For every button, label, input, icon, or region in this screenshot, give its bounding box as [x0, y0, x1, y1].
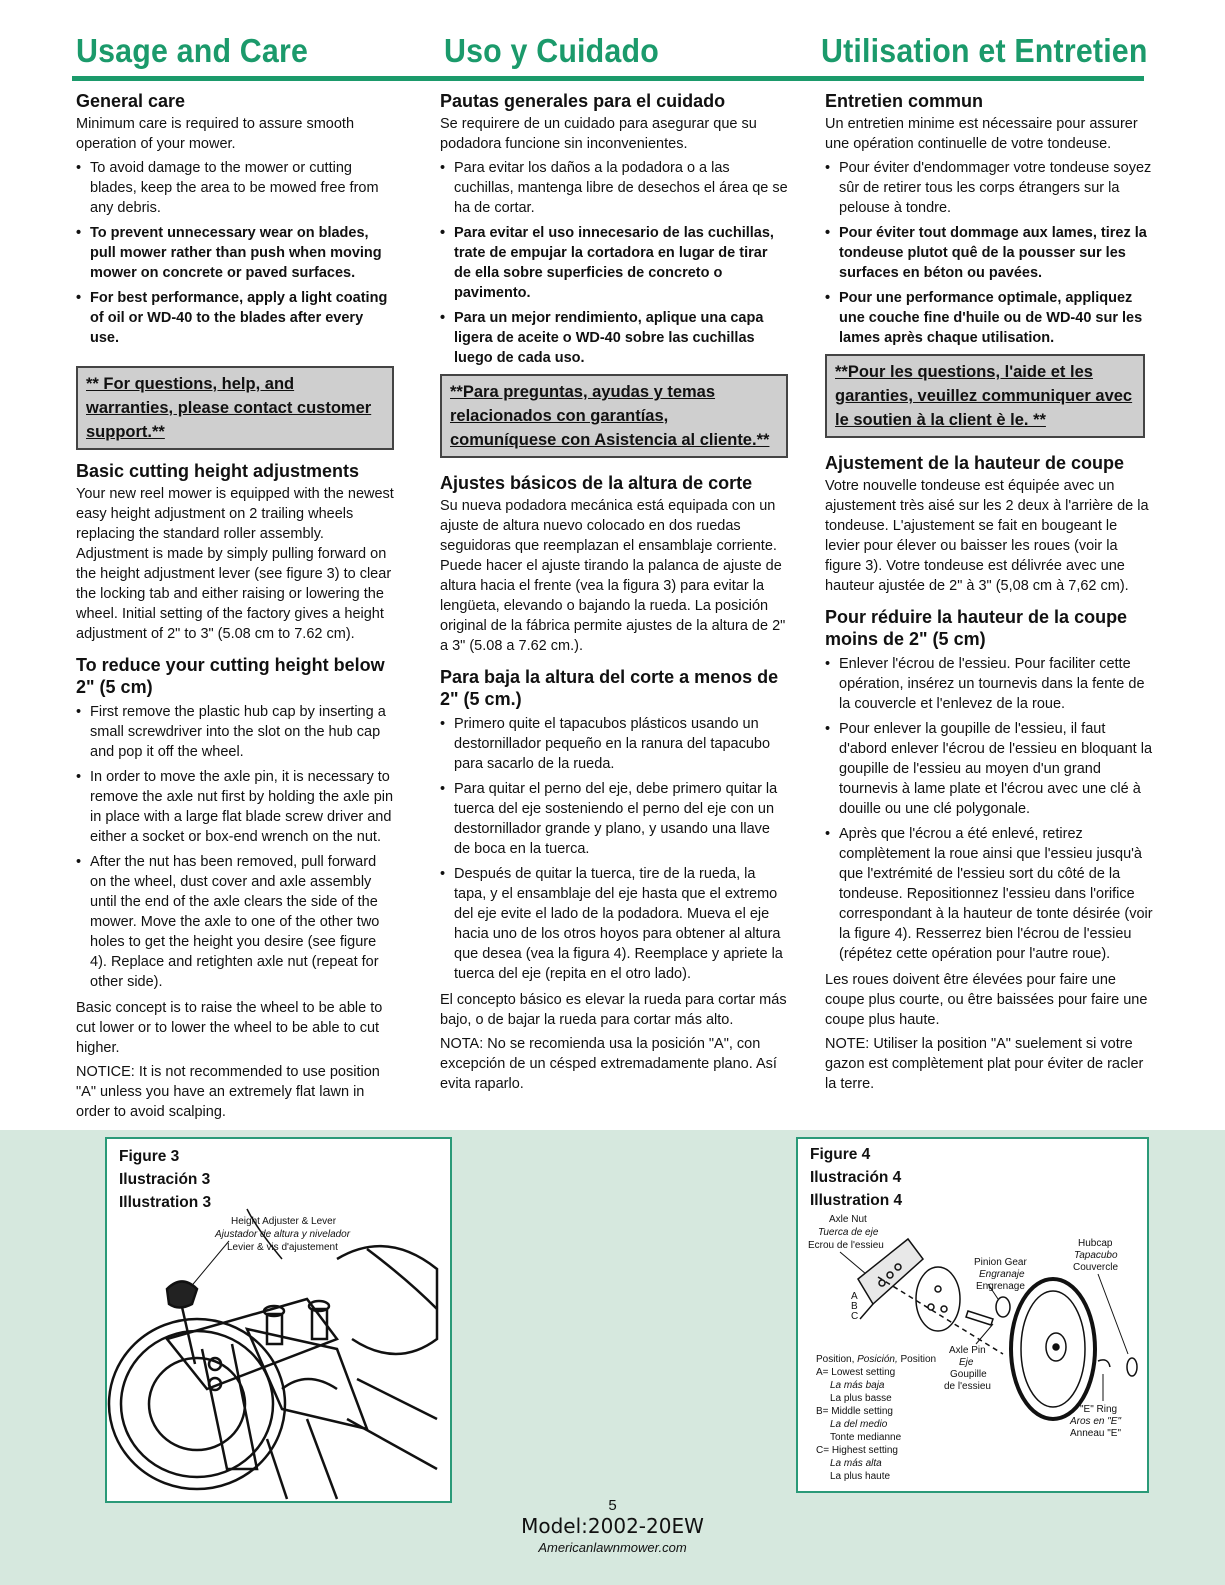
list-item: • Para evitar el uso innecesario de las cuchillas, trate de empujar la cortadora en lugar de tirar de ella sobre superficies de concreto o pavimento.: [440, 223, 788, 303]
support-text: **Para preguntas, ayudas y temas relacionados con garantías, comuníquese con Asistencia al cliente.**: [450, 383, 770, 449]
general-care-list: [440, 158, 788, 368]
figure-4-title-fr: Illustration 4: [810, 1192, 903, 1209]
list-item: • Pour éviter d'endommager votre tondeuse soyez sûr de retirer tous les corps étrangers sur la pelouse à tondre.: [825, 158, 1155, 218]
column-english: [76, 90, 394, 1126]
general-care-intro: Se requirere de un cuidado para asegurar que su podadora funcione sin inconvenientes.: [440, 116, 757, 152]
position-b: B= Middle setting: [816, 1406, 893, 1417]
axle-assembly-illustration: [798, 1139, 1147, 1491]
header-es: Uso y Cuidado: [444, 32, 659, 69]
website: Americanlawnmower.com: [538, 1540, 687, 1555]
reduce-height-list: [76, 702, 394, 992]
reduce-height-title: Para baja la altura del corte a menos de 2" (5 cm.): [440, 667, 779, 709]
hubcap-label-es: Tapacubo: [1074, 1250, 1118, 1261]
general-care-intro: Minimum care is required to assure smooth operation of your mower.: [76, 116, 355, 152]
axle-pin-label: Axle Pin: [949, 1345, 986, 1356]
position-b-es: La del medio: [830, 1419, 888, 1430]
list-item: • First remove the plastic hub cap by inserting a small screwdriver into the slot on the hub cap and pop it off the wheel.: [76, 702, 394, 762]
position-c-fr: La plus haute: [830, 1471, 891, 1482]
axle-pin-label-fr: Goupille: [950, 1369, 987, 1380]
hubcap-label-fr: Couvercle: [1073, 1262, 1119, 1273]
figure-4: [796, 1137, 1149, 1493]
reduce-height-list: [825, 654, 1155, 964]
list-item: • For best performance, apply a light coating of oil or WD-40 to the blades after every use.: [76, 288, 394, 348]
general-care-intro: Un entretien minime est nécessaire pour assurer une opération continuelle de votre tondeuse.: [825, 116, 1138, 152]
position-header-fr: Position: [900, 1354, 937, 1365]
axle-nut-label-es: Tuerca de eje: [818, 1227, 879, 1238]
reduce-height-list: [440, 714, 788, 984]
figure-4-title-es: Ilustración 4: [810, 1169, 902, 1186]
general-care-list: [76, 158, 394, 348]
list-item: • Primero quite el tapacubos plásticos usando un destornillador pequeño en la ranura del tapacubo para sacarlo de la rueda.: [440, 714, 788, 774]
general-care-title: General care: [76, 91, 186, 111]
position-a: A= Lowest setting: [816, 1367, 896, 1378]
position-header-es: Posición,: [857, 1354, 901, 1365]
notice: NOTE: Utiliser la position "A" suelement si votre gazon est complètement plat pour éviter de racler la terre.: [825, 1036, 1144, 1092]
page-number: 5: [608, 1497, 617, 1514]
figure-3-title: Figure 3: [119, 1148, 180, 1165]
position-c-es: La más alta: [830, 1458, 882, 1469]
list-item: • To avoid damage to the mower or cutting blades, keep the area to be mowed free from any debris.: [76, 158, 394, 218]
list-item: • Después de quitar la tuerca, tire de la rueda, la tapa, y el ensamblaje del eje hasta que el extremo del eje evite el lado de la podadora. Mueva el eje hacia uno de los otros hoyos para obtener al altura que desea (vea la figura 4). Reemplace y apriete la tuerca del eje (repita en el otro lado).: [440, 864, 788, 984]
height-adjuster-label-fr: Levier & vis d'ajustement: [227, 1242, 338, 1253]
hubcap-label: Hubcap: [1078, 1238, 1113, 1249]
model-number: Model:2002-20EW: [521, 1514, 704, 1538]
support-box: [825, 354, 1145, 438]
figure-3: [105, 1137, 452, 1503]
axle-pin-label-es: Eje: [959, 1357, 974, 1368]
e-ring-label-es: Aros en "E": [1070, 1416, 1122, 1427]
support-box: [76, 366, 394, 450]
height-adjuster-label-es: Ajustador de altura y nivelador: [215, 1229, 351, 1240]
figure-4-title: Figure 4: [810, 1146, 871, 1163]
list-item: • In order to move the axle pin, it is necessary to remove the axle nut first by holding the axle pin in place with a large flat blade screw driver and either a socket or box-end wrench on the nut.: [76, 767, 394, 847]
hole-letter-c: C: [851, 1311, 859, 1322]
notice: NOTICE: It is not recommended to use position "A" unless you have an extremely flat lawn in order to avoid scalping.: [76, 1064, 380, 1120]
support-box: [440, 374, 788, 458]
position-header-en: Position,: [816, 1354, 858, 1365]
basic-height-title: Ajustement de la hauteur de coupe: [825, 453, 1125, 473]
list-item: • Pour éviter tout dommage aux lames, tirez la tondeuse plutot quê de la pousser sur les surfaces en béton ou pavées.: [825, 223, 1155, 283]
list-item: • Pour enlever la goupille de l'essieu, il faut d'abord enlever l'écrou de l'essieu en bloquant la goupille de l'essieu au moyen d'un grand tournevis à lame plate et l'écrou avec une clé à douille ou une clé polygonale.: [825, 719, 1155, 819]
axle-nut-label: Axle Nut: [829, 1214, 867, 1225]
header-en: Usage and Care: [76, 32, 309, 69]
figure-3-title-es: Ilustración 3: [119, 1171, 211, 1188]
basic-height-text: Su nueva podadora mecánica está equipada con un ajuste de altura nuevo colocado en dos ruedas seguidoras que reemplazan el ensamblaje corriente. Puede hacer el ajuste tirando la palanca de ajuste de altura hacia el frente (vea la figura 3) para evitar la lengüeta, elevando o bajando la rueda. La posición original de la fábrica permite ajustes de la altura de 2" a 3" (5.08 a 7.62 cm.).: [440, 498, 786, 654]
hole-letter-a: A: [851, 1291, 858, 1302]
support-text: ** For questions, help, and warranties, please contact customer support.**: [86, 375, 372, 441]
pinion-gear-label-es: Engranaje: [979, 1269, 1025, 1280]
pinion-gear-label-fr: Engrenage: [976, 1281, 1025, 1292]
list-item: • Pour une performance optimale, appliquez une couche fine d'huile ou de WD-40 sur les lames après chaque utilisation.: [825, 288, 1155, 348]
general-care-title: Pautas generales para el cuidado: [440, 91, 726, 111]
height-adjuster-label: Height Adjuster & Lever: [231, 1216, 337, 1227]
basic-concept: Les roues doivent être élevées pour faire une coupe plus courte, ou être baissées pour faire une coupe plus haute.: [825, 972, 1148, 1028]
list-item: • Para un mejor rendimiento, aplique una capa ligera de aceite o WD-40 sobre las cuchillas luego de cada uso.: [440, 308, 788, 368]
list-item: • Para quitar el perno del eje, debe primero quitar la tuerca del eje sosteniendo el perno del eje con un destornillador grande y plano, y usando una llave de boca en la tuerca.: [440, 779, 788, 859]
figure-3-title-fr: Illustration 3: [119, 1194, 212, 1211]
list-item: • To prevent unnecessary wear on blades, pull mower rather than push when moving mower on concrete or paved surfaces.: [76, 223, 394, 283]
e-ring-label: "E" Ring: [1080, 1404, 1118, 1415]
reduce-height-title: Pour réduire la hauteur de la coupe moins de 2" (5 cm): [825, 607, 1128, 649]
basic-concept: El concepto básico es elevar la rueda para cortar más bajo, o de bajar la rueda para cortar más alto.: [440, 992, 787, 1028]
column-spanish: [440, 90, 788, 1098]
position-b-fr: Tonte medianne: [830, 1432, 902, 1443]
basic-concept: Basic concept is to raise the wheel to be able to cut lower or to lower the wheel to be able to cut higher.: [76, 1000, 383, 1056]
list-item: • Para evitar los daños a la podadora o a las cuchillas, mantenga libre de desechos el área qe se ha de cortar.: [440, 158, 788, 218]
general-care-title: Entretien commun: [825, 91, 984, 111]
reduce-height-title: To reduce your cutting height below 2" (5 cm): [76, 655, 385, 697]
position-c: C= Highest setting: [816, 1445, 898, 1456]
position-a-fr: La plus basse: [830, 1393, 892, 1404]
axle-nut-label-fr: Ecrou de l'essieu: [808, 1240, 884, 1251]
general-care-list: [825, 158, 1155, 348]
basic-height-title: Ajustes básicos de la altura de corte: [440, 473, 753, 493]
basic-height-title: Basic cutting height adjustments: [76, 461, 360, 481]
axle-pin-label-fr-2: de l'essieu: [944, 1381, 991, 1392]
column-french: [825, 90, 1155, 1098]
position-a-es: La más baja: [830, 1380, 885, 1391]
e-ring-label-fr: Anneau "E": [1070, 1428, 1122, 1439]
notice: NOTA: No se recomienda usa la posición "A", con excepción de un césped extremadamente plano. Así evita raparlo.: [440, 1036, 777, 1092]
pinion-gear-label: Pinion Gear: [974, 1257, 1027, 1268]
list-item: • Enlever l'écrou de l'essieu. Pour faciliter cette opération, insérez un tournevis dans la fente de la couvercle et l'enlevez de la roue.: [825, 654, 1155, 714]
basic-height-text: Your new reel mower is equipped with the newest easy height adjustment on 2 trailing wheels replacing the standard roller assembly. Adjustment is made by simply pulling forward on the height adjustment lever (see figure 3) to clear the locking tab and either raising or lowering the wheel. Initial setting of the factory gives a height adjustment of 2" to 3" (5.08 cm to 7.62 cm).: [76, 486, 394, 642]
list-item: • Après que l'écrou a été enlevé, retirez complètement la roue ainsi que l'essieu jusqu'à que l'extrémité de l'essieu sort du côté de la tondeuse. Repositionnez l'essieu dans l'orifice correspondant à la hauteur de tonte désirée (voir la figure 4). Resserrez bien l'écrou de l'essieu (répétez cette opération pour l'autre roue).: [825, 824, 1155, 964]
header-rule: [72, 76, 1144, 81]
wheel-lever-illustration: [107, 1139, 450, 1501]
hole-letter-b: B: [851, 1301, 858, 1312]
support-text: **Pour les questions, l'aide et les garanties, veuillez communiquer avec le soutien à la client è le. **: [835, 363, 1133, 429]
list-item: • After the nut has been removed, pull forward on the wheel, dust cover and axle assembly until the end of the axle clears the side of the mower. Move the axle to one of the other two holes to get the height you desire (see figure 4). Replace and retighten axle nut (repeat for other side).: [76, 852, 394, 992]
header-fr: Utilisation et Entretien: [821, 32, 1148, 69]
basic-height-text: Votre nouvelle tondeuse est équipée avec un ajustement très aisé sur les 2 deux à l'arrière de la tondeuse. L'ajustement se fait en bougeant le levier pour élever ou baisser les roues (voir la figure 3). Votre tondeuse est délivrée avec une hauteur ajustée de 2" à 3" (5,08 cm à 7,62 cm).: [825, 478, 1149, 594]
